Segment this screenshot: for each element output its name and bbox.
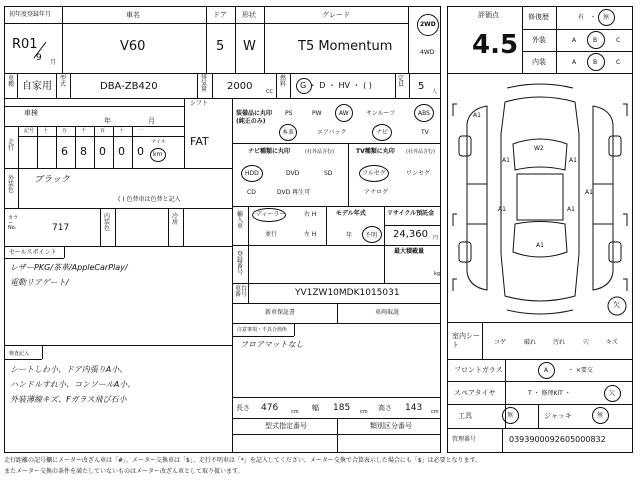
month-unit: 月 (50, 59, 57, 66)
width-value: 185 (333, 403, 351, 413)
odometer-digit: 0 (99, 145, 106, 158)
equip-abs: ABS (418, 110, 430, 117)
color-no-value: 717 (52, 223, 70, 233)
import-dealer: ディーラー (256, 211, 286, 218)
grade-value: T5 Momentum (298, 39, 393, 54)
odometer-digit: 0 (137, 145, 144, 158)
repair-sep: ・ (590, 14, 597, 21)
equip-sunroof: サンルーフ (366, 110, 396, 117)
seat-burn: コゲ (494, 339, 507, 346)
km-label: km (153, 151, 163, 158)
inspector-line-1: シートしわ小、ドア内張りA小、 (10, 365, 128, 374)
width-cm: cm (360, 409, 368, 415)
ext-grade-b: B (593, 37, 598, 44)
glass-note: ・ ×要交 (568, 367, 593, 374)
first-reg-month: 9 (36, 53, 42, 63)
navi-label: ナビ種類に丸印 (248, 148, 291, 155)
footer-line-1: 走行距離の記号欄にメーター改ざん車は「#」、メーター交換車は「$」、走行不明車は「*」を記入してください。メーター交換で合算表示した場合にも「$」は必要となります。 (4, 457, 482, 464)
odometer-divider (94, 126, 95, 168)
aircon-label: 冷房 (172, 213, 179, 226)
equip-leather: 本革 (282, 129, 295, 136)
odometer-digit-label: 十 (43, 128, 49, 134)
sales-line-1: レザーPKG/茶革/AppleCarPlay/ (10, 263, 128, 272)
model-year-unknown: 不明 (365, 232, 378, 239)
spare-none: 欠 (609, 390, 616, 397)
height-label: 高さ (378, 404, 392, 412)
first-reg-era: R01 (12, 37, 38, 52)
seat-stain: 汚れ (553, 339, 566, 346)
color-value: ブラック (34, 175, 70, 185)
spare-options: T ・ 修理KIT ・ (528, 390, 571, 397)
inspector-line-2: ハンドルすれ小、コンソールA小、 (10, 380, 136, 389)
odometer-divider (132, 126, 133, 168)
sales-label: セールスポイント (9, 249, 57, 256)
odometer-digit: 8 (80, 145, 87, 158)
plate-label: 登録番号 (237, 251, 244, 276)
fuel-options: G ・ D ・ HV ・ ( ) (300, 81, 372, 90)
ext-grade-a: A (572, 37, 577, 44)
tv-label: TV種類に丸印 (356, 148, 395, 155)
damage-mark-7: A1 (536, 242, 544, 249)
max-load-label: 最大積載量 (394, 248, 425, 255)
cc-unit: CC (266, 89, 273, 95)
length-value: 476 (261, 403, 279, 413)
odometer-digit: 6 (61, 145, 68, 158)
odometer-divider (37, 126, 38, 168)
door-label: ドア (213, 11, 227, 19)
recycle-value: 24,360 (393, 229, 428, 240)
odometer-digit-label: 万 (62, 128, 68, 134)
capacity-label: 定員 (398, 75, 405, 88)
jack-value: 無 (597, 412, 604, 419)
reg-slash (30, 40, 50, 60)
drive-4wd: 4WD (420, 49, 435, 56)
footer-line-2: またメーター交換の条件を満たしていないものはメーター改ざん車として取り扱います。 (4, 468, 244, 475)
inspector-line-3: 外装薄線キズ、Fガラス飛び石小 (10, 395, 127, 404)
inspection-year: 年 (104, 117, 111, 125)
max-load-kg: kg (434, 271, 441, 277)
navi-dvd: DVD (286, 170, 300, 177)
tv-fullseg: フルセグ (362, 170, 386, 177)
navi-note: (社外品含む) (305, 149, 334, 155)
navi-sd: SD (324, 170, 333, 177)
odometer-divider (75, 126, 76, 168)
inspection-month: 月 (148, 117, 155, 125)
front-glass-label: フロントガラス (454, 366, 503, 374)
odometer-digit-label: 十 (119, 128, 125, 134)
usage-value: 自家用 (22, 81, 52, 92)
equip-tv: TV (421, 129, 429, 136)
import-parallel: 並行 (265, 231, 278, 238)
score-value: 4.5 (472, 30, 519, 60)
repair-label: 修復歴 (528, 13, 549, 21)
seat-tear: 破れ (524, 339, 537, 346)
int-grade-a: A (572, 59, 577, 66)
recycle-label: リサイクル預託金 (387, 210, 435, 217)
recycle-yen: 円 (433, 235, 439, 241)
glass-a: A (544, 367, 549, 374)
damage-mark-8: W2 (534, 145, 544, 152)
reg-label: 車種 (8, 75, 15, 88)
grade-label: グレード (322, 11, 350, 19)
fuel-label: 燃料 (280, 75, 287, 88)
sales-line-2: 電動リアゲート/ (10, 278, 69, 287)
tools-value: 無 (507, 412, 514, 419)
length-label: 長さ (236, 404, 250, 412)
import-label: 輸入車 (237, 211, 244, 230)
doors-value: 5 (216, 39, 225, 54)
import-left: 左 H (304, 231, 317, 238)
tv-analog: アナログ (364, 189, 389, 196)
displacement-label: 排気量 (201, 74, 208, 93)
interior-color-label: 内装色 (104, 213, 111, 232)
ext-grade-c: C (616, 37, 621, 44)
int-grade-c: C (616, 59, 621, 66)
repair-yes: 有 (578, 14, 585, 21)
int-grade-b: B (593, 59, 598, 66)
navi-hdd: HDD (245, 170, 259, 177)
tv-oneseg: ワンセグ (406, 170, 431, 177)
shift-label: シフト (190, 100, 209, 107)
manual-label: 車両取説 (375, 309, 400, 316)
navi-dvd-play: DVD 再生可 (277, 189, 311, 196)
warranty-label: 新車保証書 (265, 309, 296, 316)
car-name-value: V60 (120, 39, 146, 54)
equip-aw: AW (339, 110, 349, 117)
odometer-digit-label: 千 (81, 128, 87, 134)
shift-value: FAT (190, 135, 209, 148)
model-code: DBA-ZB420 (100, 81, 158, 92)
odometer-digit-label: 記号 (24, 128, 35, 134)
spare-label: スペアタイヤ (454, 389, 496, 397)
height-value: 143 (405, 403, 423, 413)
navi-cd: CD (247, 189, 256, 196)
shape-value: W (243, 39, 256, 54)
repair-no: 無 (603, 14, 610, 21)
import-right: 右 H (304, 211, 317, 218)
odometer-digit-label: 百 (100, 128, 106, 134)
odometer-digit: 0 (118, 145, 125, 158)
chassis-value: YV1ZW10MDK1015031 (295, 288, 400, 298)
capacity-unit: 人 (432, 89, 438, 95)
car-name-label: 車名 (126, 11, 140, 19)
damage-mark-9: 欠 (613, 301, 620, 309)
score-label: 評価点 (478, 11, 499, 19)
damage-mark-5: A1 (498, 206, 506, 213)
jack-label: ジャッキ (544, 412, 572, 420)
seat-hole: 穴 (583, 339, 590, 346)
equip-airbag: エアバック (317, 129, 347, 136)
color-no-label: カラー No. (8, 215, 19, 231)
admin-label: 管理番号 (452, 436, 477, 443)
seat-label: 室内シート (452, 332, 480, 350)
odometer-divider (113, 126, 114, 168)
color-label: 外装色 (8, 175, 15, 194)
tools-label: 工具 (458, 412, 472, 420)
drive-2wd: 2WD (420, 21, 436, 28)
equip-pw: PW (312, 110, 322, 117)
class-number-label: 類別区分番号 (370, 422, 412, 430)
displacement-value: 2000 (227, 81, 253, 92)
notes-label: 注意事項・不具合箇所 (237, 327, 288, 333)
interior-label: 内装 (532, 58, 546, 66)
length-cm: cm (291, 409, 299, 415)
damage-mark-1: A1 (473, 112, 481, 119)
damage-mark-2: A1 (502, 157, 510, 164)
damage-mark-4: A1 (585, 189, 593, 196)
model-year-unit: 年 (346, 232, 353, 239)
shape-label: 形状 (242, 11, 256, 19)
mile-label: マイル (151, 139, 166, 145)
damage-mark-3: A1 (569, 157, 577, 164)
seat-scratch: キズ (606, 339, 618, 346)
type-designation-label: 型式指定番号 (265, 422, 307, 430)
chassis-label: 車台番号 (235, 285, 248, 298)
damage-mark-6: A1 (567, 206, 575, 213)
color-note: ( ) 色替車は色替と記入 (118, 196, 181, 203)
inspection-label: 車検 (24, 109, 38, 117)
equip-label: 装備品に丸印 (純正のみ) (236, 110, 273, 125)
equip-navi: ナビ (376, 129, 389, 136)
capacity-value: 5 (418, 81, 425, 92)
first-reg-label: 初年度登録年月 (9, 11, 52, 18)
tv-note: (社外品含む) (406, 149, 435, 155)
width-label: 幅 (312, 404, 319, 412)
type-label: 型式 (60, 75, 67, 88)
exterior-label: 外装 (532, 36, 546, 44)
odometer-digit-label: 一 (138, 128, 144, 134)
admin-number: 0393900092605000832 (509, 435, 606, 444)
equip-ps: PS (285, 110, 293, 117)
inspector-label: 検査記入 (9, 351, 30, 357)
odometer-label: 走行 (8, 139, 15, 152)
notes-value: フロアマットなし (240, 340, 304, 349)
height-cm: cm (431, 409, 439, 415)
odometer-divider (56, 126, 57, 168)
model-year-label: モデル年式 (336, 210, 366, 217)
